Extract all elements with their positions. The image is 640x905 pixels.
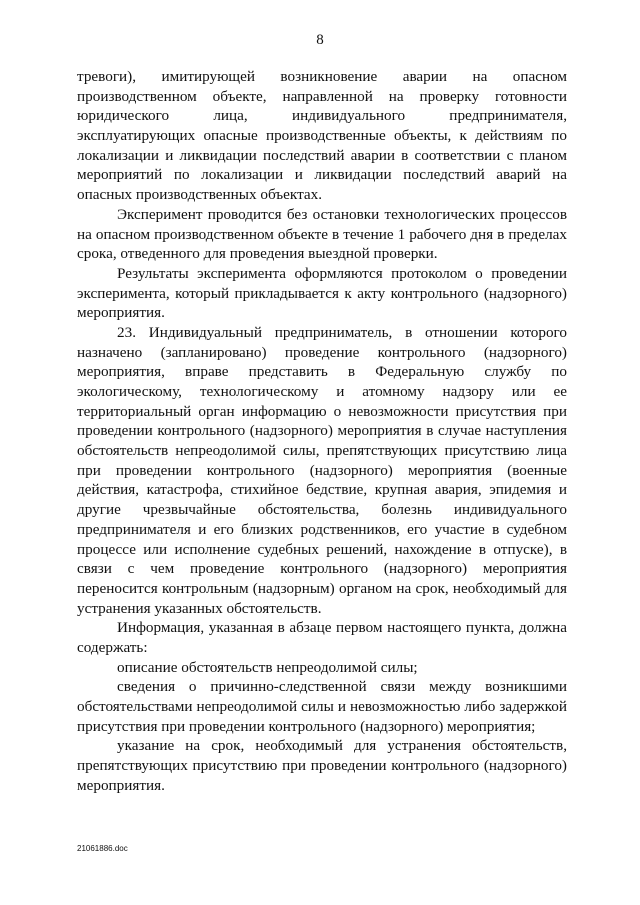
text-line: производственном объекте, направленной на проверку готовности [77,87,567,105]
text-line: мероприятий по локализации и ликвидации последствий аварий на [77,166,567,184]
text-line: назначено (запланировано) проведение контрольного (надзорного) [77,343,567,361]
text-line: другие чрезвычайные обстоятельства, болезнь индивидуального [77,501,567,519]
text-line: проведении контрольного (надзорного) мероприятия в случае наступления [77,422,567,440]
text-line: процессе или исполнение судебных решений, нахождение в отпуске), в [77,540,567,558]
text-line: переносится контрольным (надзорным) органом на срок, необходимый для [77,579,567,597]
text-line: при проведении контрольного (надзорного) мероприятия (военные [77,461,567,479]
text-line: Эксперимент проводится без остановки технологических процессов [117,205,567,223]
text-line: 23. Индивидуальный предприниматель, в отношении которого [117,323,567,341]
text-line: тревоги), имитирующей возникновение аварии на опасном [77,68,567,85]
text-line: обстоятельствами непреодолимой силы и невозможностью либо задержкой [77,698,567,715]
text-line: устранения указанных обстоятельств. [77,599,322,617]
text-line: срока, отведенного для проведения выездной проверки. [77,245,438,263]
text-line: эксплуатирующих опасные производственные объекты, к действиям по [77,127,567,145]
text-line: опасных производственных объектах. [77,186,323,204]
text-line: указание на срок, необходимый для устранения обстоятельств, [117,737,567,755]
text-line: описание обстоятельств непреодолимой силы; [117,658,418,676]
text-line: содержать: [77,638,148,656]
text-line: локализации и ликвидации последствий аварии в соответствии с планом [77,146,567,164]
text-line: территориальный орган информацию о невозможности присутствия при [77,402,567,420]
text-line: мероприятия, вправе представить в Федеральную службу по [77,363,567,381]
text-line: эксперимента, который прикладывается к акту контрольного (надзорного) [77,284,567,302]
text-line: связи с чем проведение контрольного (надзорного) мероприятия [77,560,567,578]
text-line: сведения о причинно-следственной связи между возникшими [117,678,567,696]
footer-filename: 21061886.doc [77,844,128,853]
text-line: на опасном производственном объекте в течение 1 рабочего дня в пределах [77,225,567,243]
page-number: 8 [316,32,324,48]
text-line: предпринимателя и его близких родственников, его участие в судебном [77,520,567,538]
text-line: Результаты эксперимента оформляются протоколом о проведении [117,264,567,282]
text-line: мероприятия. [77,304,165,322]
text-line: Информация, указанная в абзаце первом настоящего пункта, должна [117,619,567,637]
text-line: экологическому, технологическому и атомному надзору или ее [77,383,567,400]
text-line: обстоятельств непреодолимой силы, препятствующих присутствию лица [77,442,567,460]
text-line: присутствия при проведении контрольного (надзорного) мероприятия; [77,717,536,735]
text-line: действия, катастрофа, стихийное бедствие, крупная авария, эпидемия и [77,481,567,499]
body-text [77,67,567,795]
text-line: юридического лица, индивидуального предпринимателя, [77,107,567,125]
text-line: препятствующих присутствию при проведении контрольного (надзорного) [77,757,567,775]
text-line: мероприятия. [77,776,165,794]
